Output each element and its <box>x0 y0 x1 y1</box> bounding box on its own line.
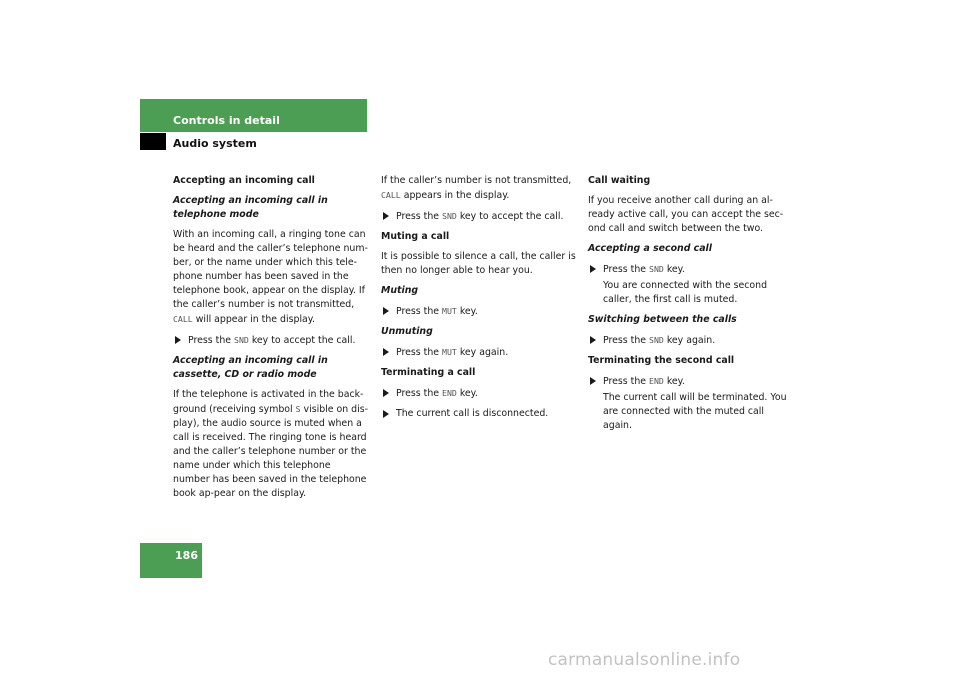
paragraph-background-telephone: If the telephone is activated in the back-ground (receiving symbol S visible on dis-play), the audio source is muted when a call is received. The ringing tone is heard and the caller’s telephone number or the name under which this telephone number has been saved in the telephone book ap-pear on the display. <box>173 389 368 499</box>
instruction-press-mut: Press the MUT key. <box>381 304 577 319</box>
result-call-terminated: The current call will be terminated. You are connected with the muted call again. <box>603 392 787 431</box>
paragraph-call-waiting: If you receive another call during an al-ready active call, you can accept the sec-ond call and switch between the two. <box>588 195 784 234</box>
section-marker <box>140 133 166 150</box>
subheading-unmuting: Unmuting <box>381 326 433 337</box>
heading-call-waiting: Call waiting <box>588 175 651 186</box>
key-end: END <box>442 388 457 398</box>
key-snd: SND <box>442 211 457 221</box>
result-disconnected: The current call is disconnected. <box>381 407 577 421</box>
subheading-accepting-second-call: Accepting a second call <box>588 243 712 254</box>
key-snd: SND <box>234 335 249 345</box>
heading-accepting-call: Accepting an incoming call <box>173 175 315 186</box>
key-snd: SND <box>649 335 664 345</box>
paragraph-number-not-transmitted: If the caller’s number is not transmitted, CALL appears in the display. <box>381 175 572 201</box>
instruction-press-end: Press the END key. <box>588 374 788 389</box>
display-code-call: CALL <box>381 190 401 200</box>
paragraph-incoming-call: With an incoming call, a ringing tone can be heard and the caller’s telephone num-ber, or the name under which this tele-phone number has been saved in the telephone book, appear on the display. If the caller’s number is not transmitted, CALL will appear in the display. <box>173 229 368 325</box>
subheading-muting: Muting <box>381 285 419 296</box>
heading-muting-call: Muting a call <box>381 231 450 242</box>
paragraph-muting: It is possible to silence a call, the caller is then no longer able to hear you. <box>381 251 576 276</box>
heading-terminating-second-call: Terminating the second call <box>588 355 735 366</box>
column-3 <box>588 174 788 439</box>
page-number: 186 <box>175 549 198 562</box>
section-subtitle: Audio system <box>173 137 257 150</box>
key-end: END <box>649 376 664 386</box>
heading-terminating-call: Terminating a call <box>381 367 476 378</box>
subheading-telephone-mode: Accepting an incoming call in telephone mode <box>173 195 328 220</box>
instruction-press-mut-again: Press the MUT key again. <box>381 345 577 360</box>
column-1 <box>173 174 369 507</box>
subheading-cassette-cd-radio: Accepting an incoming call in cassette, CD or radio mode <box>173 355 328 380</box>
key-mut: MUT <box>442 306 457 316</box>
instruction-press-snd: Press the SND key to accept the call. <box>381 209 577 224</box>
key-snd: SND <box>649 264 664 274</box>
result-connected-second-caller: You are connected with the second caller, the first call is muted. <box>603 280 768 305</box>
instruction-press-end: Press the END key. <box>381 386 577 401</box>
watermark: carmanualsonline.info <box>548 650 741 670</box>
key-mut: MUT <box>442 347 457 357</box>
instruction-press-snd: Press the SND key to accept the call. <box>173 333 369 348</box>
display-code-call: CALL <box>173 314 193 324</box>
section-title: Controls in detail <box>173 114 280 127</box>
subheading-switching-calls: Switching between the calls <box>588 314 737 325</box>
instruction-press-snd: Press the SND key. <box>588 262 788 277</box>
receiving-symbol: S <box>295 404 301 414</box>
column-2 <box>381 174 577 427</box>
instruction-press-snd-again: Press the SND key again. <box>588 333 788 348</box>
